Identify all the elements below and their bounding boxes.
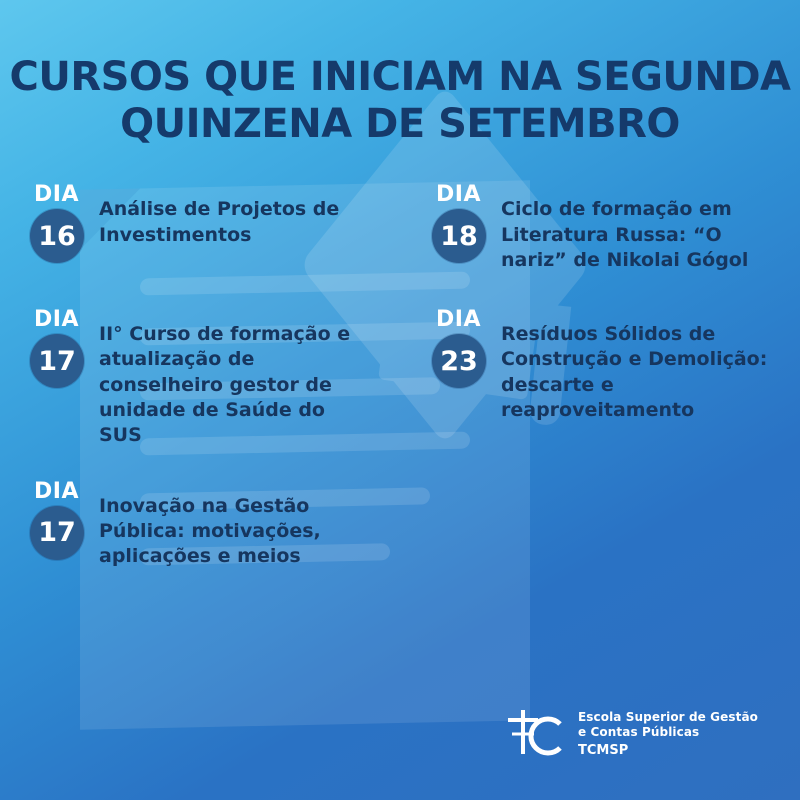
logo-line-1: Escola Superior de Gestão	[578, 710, 758, 725]
tc-monogram-icon	[504, 708, 568, 762]
logo-line-2: e Contas Públicas	[578, 725, 700, 740]
course-item	[400, 307, 800, 448]
day-label: DIA	[34, 307, 79, 333]
day-badge: 16	[30, 209, 84, 263]
course-item	[400, 182, 800, 273]
title-line-2: QUINZENA DE SETEMBRO	[120, 101, 680, 148]
day-badge: 17	[30, 334, 84, 388]
organization-logo	[504, 708, 758, 762]
course-grid-empty-cell	[400, 479, 800, 570]
course-item	[0, 182, 400, 273]
course-title: II° Curso de formação e atualização de conselheiro gestor de unidade de Saúde do SUS	[99, 323, 351, 447]
logo-text	[578, 710, 758, 759]
course-item	[0, 307, 400, 448]
day-badge: 18	[432, 209, 486, 263]
course-title: Inovação na Gestão Pública: motivações, aplicações e meios	[99, 494, 321, 568]
course-title: Resíduos Sólidos de Construção e Demolição: descarte e reaproveitamento	[501, 323, 768, 421]
day-label: DIA	[436, 182, 481, 208]
day-badge: 23	[432, 334, 486, 388]
day-label: DIA	[436, 307, 481, 333]
course-item	[0, 479, 400, 570]
course-title: Análise de Projetos de Investimentos	[99, 198, 340, 246]
course-title: Ciclo de formação em Literatura Russa: “O nariz” de Nikolai Gógol	[501, 198, 749, 271]
course-grid	[0, 182, 800, 569]
page-title	[0, 0, 800, 148]
day-label: DIA	[34, 478, 79, 504]
day-label: DIA	[34, 182, 79, 208]
title-line-1: CURSOS QUE INICIAM NA SEGUNDA	[9, 54, 791, 100]
day-badge: 17	[30, 506, 84, 560]
logo-line-3: TCMSP	[578, 743, 629, 759]
